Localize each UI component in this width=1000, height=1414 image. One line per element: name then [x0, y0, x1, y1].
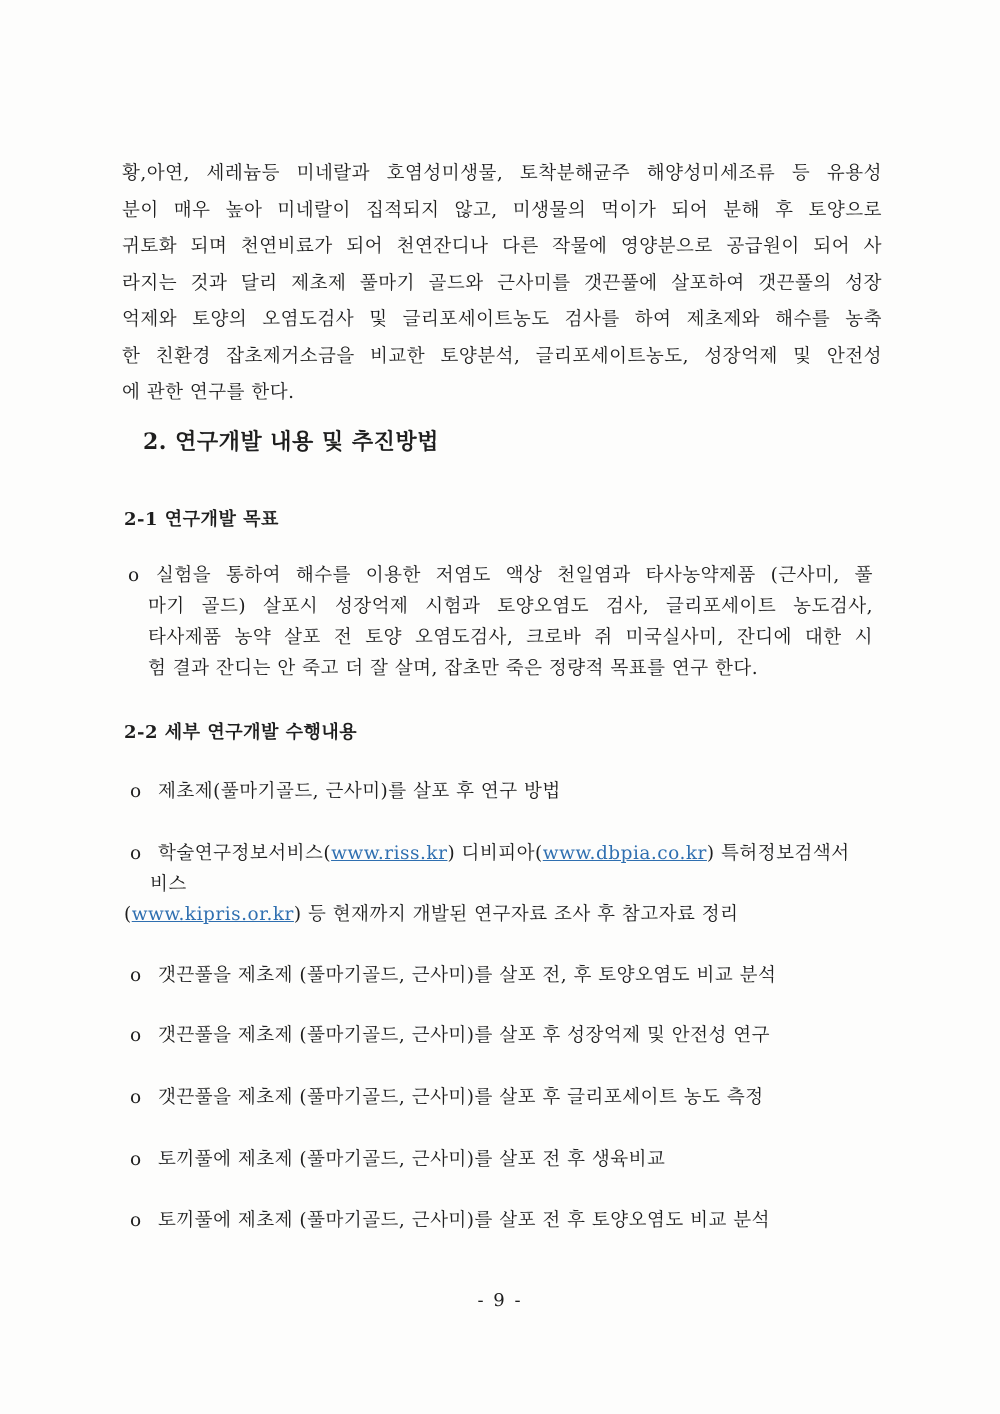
detail-item — [130, 777, 561, 803]
detail-item-text: 갯끈풀을 제초제 (풀마기골드, 근사미)를 살포 후 글리포세이트 농도 측정 — [158, 1087, 764, 1108]
goal-line: 실험을 통하여 해수를 이용한 저염도 액상 천일염과 타사농약제품 (근사미, 풀 — [156, 565, 873, 586]
reference-text: ) 등 현재까지 개발된 연구자료 조사 후 참고자료 정리 — [293, 904, 739, 925]
intro-line: 억제와 토양의 오염도검사 및 글리포세이트농도 검사를 하여 제초제와 해수를 농축 — [122, 309, 882, 330]
detail-item-references — [130, 838, 850, 900]
detail-item-text: 토끼풀에 제초제 (풀마기골드, 근사미)를 살포 전 후 생육비교 — [158, 1149, 666, 1170]
intro-paragraph — [122, 156, 882, 412]
goal-heading: 2-1 연구개발 목표 — [124, 509, 279, 530]
detail-item — [130, 1145, 665, 1171]
reference-line-1 — [130, 838, 850, 869]
goal-line: 험 결과 잔디는 안 죽고 더 잘 살며, 잡초만 죽은 정량적 목표를 연구 한다. — [148, 658, 759, 679]
bullet-marker: o — [130, 843, 142, 864]
kipris-link[interactable]: www.kipris.or.kr — [131, 904, 294, 925]
bullet-marker: o — [130, 1025, 142, 1046]
detail-item — [130, 961, 776, 987]
dbpia-link[interactable]: www.dbpia.co.kr — [542, 843, 707, 864]
goal-line: 마기 골드) 살포시 성장억제 시험과 토양오염도 검사, 글리포세이트 농도검사, — [148, 596, 873, 617]
bullet-marker: o — [130, 1149, 142, 1170]
goal-paragraph — [128, 560, 873, 684]
details-heading: 2-2 세부 연구개발 수행내용 — [124, 722, 358, 743]
reference-text: 학술연구정보서비스( — [158, 843, 332, 864]
detail-item — [130, 1206, 770, 1232]
intro-line: 라지는 것과 달리 제초제 풀마기 골드와 근사미를 갯끈풀에 살포하여 갯끈풀의 성장 — [122, 272, 882, 294]
reference-text: ( — [124, 904, 132, 925]
bullet-marker: o — [130, 1087, 142, 1108]
section-heading: 2. 연구개발 내용 및 추진방법 — [143, 429, 439, 455]
bullet-marker: o — [130, 1210, 142, 1231]
riss-link[interactable]: www.riss.kr — [331, 843, 448, 864]
bullet-marker: o — [130, 781, 142, 802]
page-number: - 9 - — [477, 1290, 523, 1311]
detail-item — [130, 1021, 770, 1047]
reference-text: ) 디비피아( — [447, 843, 543, 864]
intro-line: 분이 매우 높아 미네랄이 집적되지 않고, 미생물의 먹이가 되어 분해 후 토양으로 — [122, 199, 882, 221]
intro-line: 한 친환경 잡초제거소금을 비교한 토양분석, 글리포세이트농도, 성장억제 및 안전성 — [122, 345, 882, 367]
reference-text: ) 특허정보검색서 — [706, 843, 850, 864]
detail-item-text: 갯끈풀을 제초제 (풀마기골드, 근사미)를 살포 후 성장억제 및 안전성 연구 — [158, 1025, 771, 1046]
intro-line: 에 관한 연구를 한다. — [122, 382, 295, 403]
intro-line: 황,아연, 세레늄등 미네랄과 호염성미생물, 토착분해균주 해양성미세조류 등 유용성 — [122, 163, 882, 184]
bullet-marker: o — [130, 965, 142, 986]
reference-line-2: 비스 — [150, 874, 187, 895]
intro-line: 귀토화 되며 천연비료가 되어 천연잔디나 다른 작물에 영양분으로 공급원이 되어 사 — [122, 236, 882, 257]
reference-line-3 — [124, 900, 738, 926]
goal-line-first — [128, 560, 873, 591]
detail-item-text: 갯끈풀을 제초제 (풀마기골드, 근사미)를 살포 전, 후 토양오염도 비교 분석 — [158, 965, 777, 986]
detail-item — [130, 1083, 764, 1109]
bullet-marker: o — [128, 565, 140, 586]
goal-line: 타사제품 농약 살포 전 토양 오염도검사, 크로바 쥐 미국실사미, 잔디에 대한 시 — [148, 627, 873, 648]
detail-item-text: 제초제(풀마기골드, 근사미)를 살포 후 연구 방법 — [158, 781, 561, 802]
detail-item-text: 토끼풀에 제초제 (풀마기골드, 근사미)를 살포 전 후 토양오염도 비교 분석 — [158, 1210, 771, 1231]
